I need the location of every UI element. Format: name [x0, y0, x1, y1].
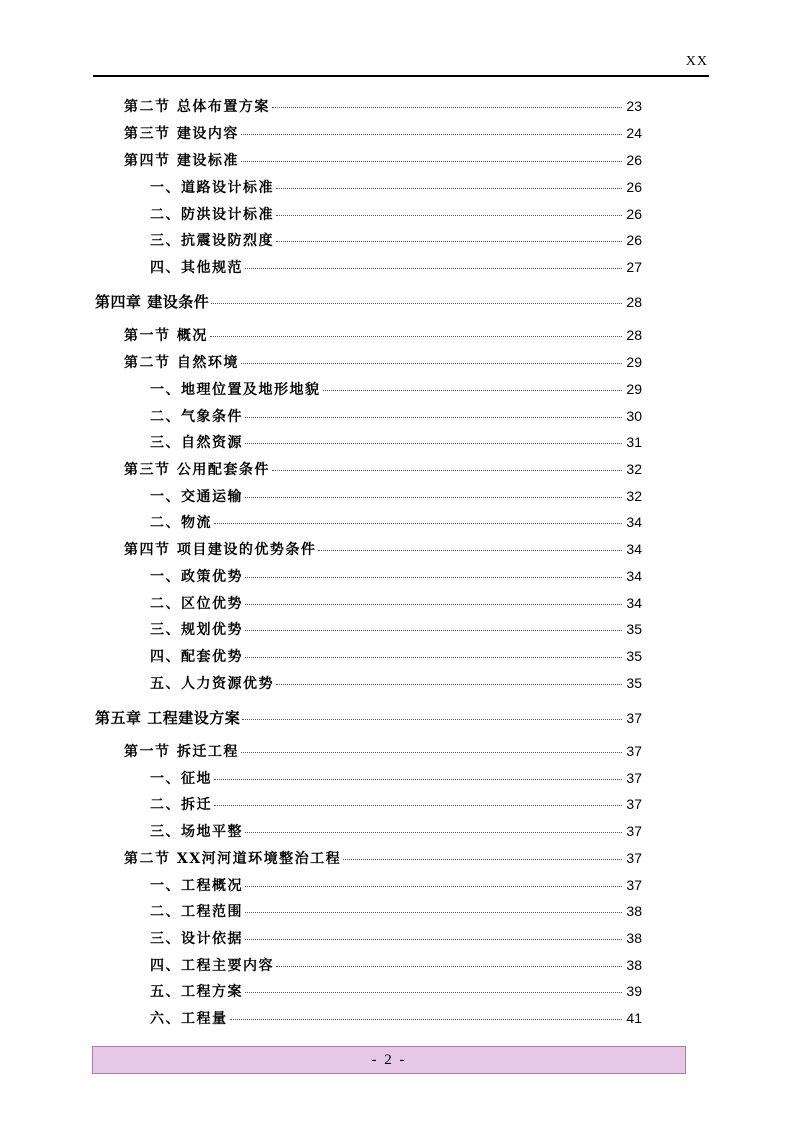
toc-entry-page: 23	[626, 98, 642, 114]
toc-entry-page: 31	[626, 434, 642, 450]
toc-entry-page: 34	[626, 541, 642, 557]
toc-entry-page: 38	[626, 957, 642, 973]
toc-entry-label: 二、区位优势	[150, 596, 243, 612]
toc-leader-dots	[276, 188, 622, 189]
toc-entry-page: 37	[626, 850, 642, 866]
toc-entry[interactable]	[150, 1008, 642, 1030]
toc-entry-label: 一、道路设计标准	[150, 180, 274, 196]
toc-entry-label: 第四章 建设条件	[95, 293, 210, 311]
document-code: XX	[685, 54, 708, 69]
toc-leader-dots	[210, 336, 622, 337]
page-number: - 2 -	[371, 1051, 407, 1068]
toc-entry[interactable]	[150, 593, 642, 615]
toc-entry-page: 34	[626, 595, 642, 611]
toc-entry[interactable]	[124, 459, 642, 481]
toc-entry-label: 四、其他规范	[150, 260, 243, 276]
toc-entry[interactable]	[124, 150, 642, 172]
toc-entry-page: 41	[626, 1010, 642, 1026]
toc-entry-page: 26	[626, 206, 642, 222]
toc-leader-dots	[245, 657, 622, 658]
toc-leader-dots	[276, 215, 622, 216]
toc-entry[interactable]	[150, 406, 642, 428]
toc-entry-label: 第二节 总体布置方案	[124, 99, 270, 115]
toc-leader-dots	[245, 417, 622, 418]
toc-entry[interactable]	[150, 821, 642, 843]
toc-leader-dots	[211, 303, 622, 304]
toc-leader-dots	[276, 241, 622, 242]
toc-entry-label: 六、工程量	[150, 1011, 228, 1027]
toc-entry-label: 一、交通运输	[150, 489, 243, 505]
toc-entry[interactable]	[150, 566, 642, 588]
toc-leader-dots	[245, 886, 622, 887]
toc-entry[interactable]	[150, 646, 642, 668]
toc-entry-label: 一、政策优势	[150, 569, 243, 585]
toc-entry-label: 三、设计依据	[150, 931, 243, 947]
toc-entry-page: 37	[626, 743, 642, 759]
toc-entry-page: 38	[626, 903, 642, 919]
toc-entry[interactable]	[150, 794, 642, 816]
toc-entry-label: 第二节 XX河河道环境整治工程	[124, 851, 342, 867]
toc-entry-label: 第二节 自然环境	[124, 355, 239, 371]
toc-leader-dots	[245, 268, 622, 269]
toc-entry[interactable]	[150, 619, 642, 641]
toc-entry-label: 第三节 公用配套条件	[124, 462, 270, 478]
toc-leader-dots	[272, 107, 622, 108]
toc-entry-page: 35	[626, 621, 642, 637]
toc-entry-label: 四、工程主要内容	[150, 958, 274, 974]
page-footer	[92, 1046, 686, 1074]
toc-entry[interactable]	[150, 204, 642, 226]
toc-leader-dots	[242, 719, 622, 720]
toc-entry-label: 三、场地平整	[150, 824, 243, 840]
toc-leader-dots	[276, 966, 622, 967]
toc-entry-page: 24	[626, 125, 642, 141]
toc-entry-page: 37	[626, 796, 642, 812]
toc-leader-dots	[272, 470, 622, 471]
toc-leader-dots	[241, 363, 622, 364]
toc-entry-label: 一、征地	[150, 771, 212, 787]
toc-entry-label: 一、工程概况	[150, 878, 243, 894]
toc-entry-page: 28	[626, 327, 642, 343]
toc-entry-label: 第四节 项目建设的优势条件	[124, 542, 317, 558]
toc-entry[interactable]	[150, 928, 642, 950]
toc-entry[interactable]	[124, 539, 642, 561]
toc-leader-dots	[241, 134, 622, 135]
toc-entry[interactable]	[150, 432, 642, 454]
toc-entry[interactable]	[150, 673, 642, 695]
toc-entry-page: 34	[626, 514, 642, 530]
toc-entry[interactable]	[124, 96, 642, 118]
toc-entry-page: 30	[626, 408, 642, 424]
toc-leader-dots	[214, 779, 622, 780]
toc-entry-page: 32	[626, 461, 642, 477]
toc-entry-label: 二、工程范围	[150, 904, 243, 920]
toc-leader-dots	[214, 523, 622, 524]
toc-entry-page: 28	[626, 294, 642, 310]
toc-entry[interactable]	[150, 379, 642, 401]
toc-entry-page: 26	[626, 179, 642, 195]
toc-leader-dots	[230, 1019, 623, 1020]
toc-entry-label: 四、配套优势	[150, 649, 243, 665]
toc-entry-label: 二、物流	[150, 515, 212, 531]
toc-entry-page: 35	[626, 675, 642, 691]
toc-entry[interactable]	[150, 512, 642, 534]
toc-leader-dots	[245, 939, 622, 940]
toc-entry-page: 37	[626, 770, 642, 786]
toc-leader-dots	[323, 390, 623, 391]
toc-leader-dots	[245, 443, 622, 444]
toc-entry[interactable]	[124, 741, 642, 763]
toc-entry[interactable]	[150, 875, 642, 897]
toc-entry-page: 38	[626, 930, 642, 946]
toc-entry-page: 34	[626, 568, 642, 584]
toc-leader-dots	[245, 604, 622, 605]
toc-entry-page: 29	[626, 381, 642, 397]
toc-leader-dots	[245, 912, 622, 913]
toc-entry-label: 第三节 建设内容	[124, 126, 239, 142]
toc-entry[interactable]	[124, 325, 642, 347]
toc-entry[interactable]	[150, 230, 642, 252]
toc-entry-label: 二、拆迁	[150, 797, 212, 813]
toc-entry[interactable]	[124, 123, 642, 145]
toc-entry[interactable]	[150, 486, 642, 508]
toc-entry-page: 35	[626, 648, 642, 664]
toc-entry-label: 第一节 拆迁工程	[124, 744, 239, 760]
toc-leader-dots	[245, 577, 622, 578]
header-rule	[93, 75, 709, 77]
toc-leader-dots	[343, 859, 622, 860]
toc-entry-page: 37	[626, 710, 642, 726]
toc-entry-label: 第一节 概况	[124, 328, 208, 344]
toc-entry[interactable]	[150, 768, 642, 790]
toc-entry[interactable]	[124, 352, 642, 374]
toc-entry-label: 五、人力资源优势	[150, 676, 274, 692]
toc-leader-dots	[318, 550, 622, 551]
toc-entry-label: 三、自然资源	[150, 435, 243, 451]
toc-entry[interactable]	[124, 848, 642, 870]
toc-leader-dots	[245, 832, 622, 833]
toc-entry-label: 三、规划优势	[150, 622, 243, 638]
toc-entry-page: 27	[626, 259, 642, 275]
toc-entry-page: 32	[626, 488, 642, 504]
toc-entry[interactable]	[150, 257, 642, 279]
toc-entry-page: 39	[626, 983, 642, 999]
toc-leader-dots	[245, 630, 622, 631]
toc-entry-label: 三、抗震设防烈度	[150, 233, 274, 249]
toc-entry[interactable]	[95, 707, 642, 729]
toc-leader-dots	[241, 161, 622, 162]
toc-leader-dots	[245, 992, 622, 993]
toc-entry-label: 第五章 工程建设方案	[95, 709, 241, 727]
toc-entry-page: 26	[626, 232, 642, 248]
toc-entry-page: 37	[626, 823, 642, 839]
toc-leader-dots	[241, 752, 622, 753]
toc-entry-label: 五、工程方案	[150, 984, 243, 1000]
toc-entry[interactable]	[150, 955, 642, 977]
toc-leader-dots	[245, 497, 622, 498]
toc-entry-label: 第四节 建设标准	[124, 153, 239, 169]
toc-leader-dots	[276, 684, 622, 685]
toc-entry[interactable]	[150, 981, 642, 1003]
toc-entry-label: 二、防洪设计标准	[150, 207, 274, 223]
toc-entry[interactable]	[150, 901, 642, 923]
toc-leader-dots	[214, 805, 622, 806]
toc-entry-page: 37	[626, 877, 642, 893]
toc-entry[interactable]	[95, 291, 642, 313]
toc-entry-page: 29	[626, 354, 642, 370]
toc-entry[interactable]	[150, 177, 642, 199]
toc-entry-page: 26	[626, 152, 642, 168]
toc-entry-label: 二、气象条件	[150, 409, 243, 425]
toc-entry-label: 一、地理位置及地形地貌	[150, 382, 321, 398]
